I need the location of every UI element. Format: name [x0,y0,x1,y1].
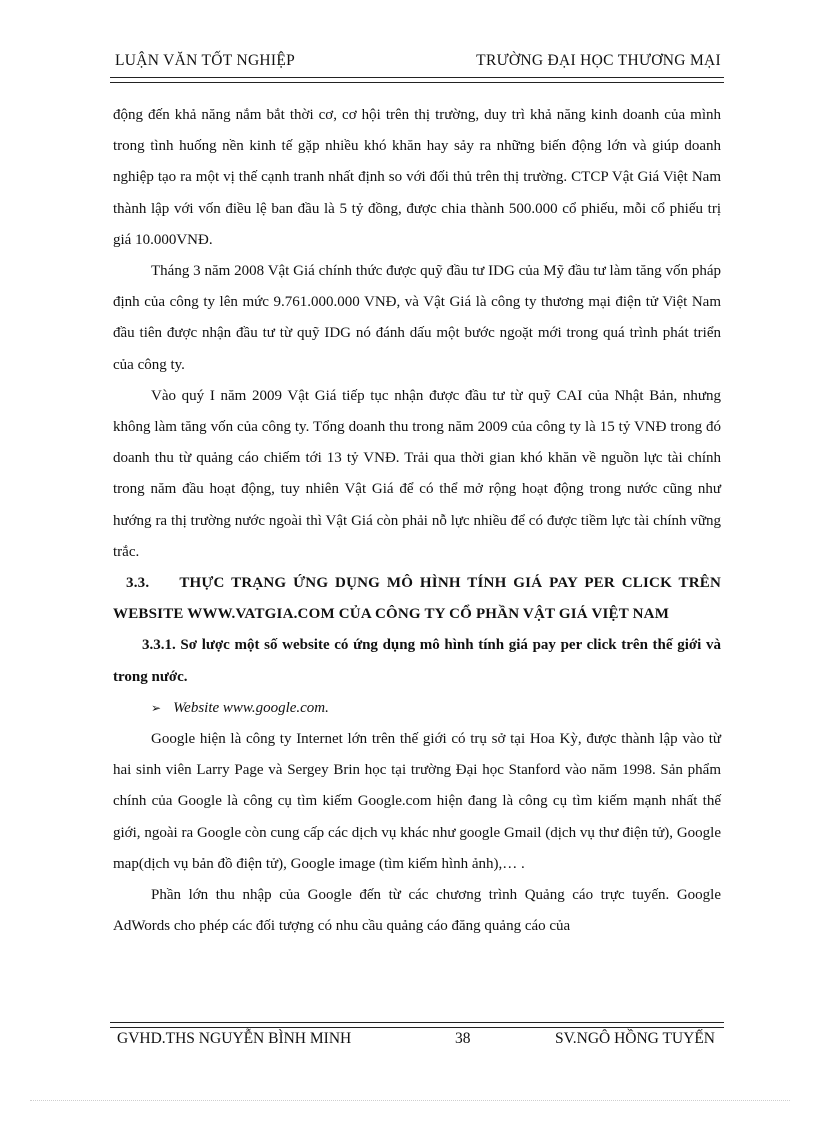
section-heading-3-3 [113,568,721,630]
bullet-text: Website www.google.com. [173,699,329,716]
footer-student: SV.NGÔ HỒNG TUYẾN [554,1030,715,1047]
header-thesis-title: LUẬN VĂN TỐT NGHIỆP [115,52,296,69]
paragraph-5: Phần lớn thu nhập của Google đến từ các chương trình Quảng cáo trực tuyến. Google AdWords cho phép các đối tượng có nhu cầu quảng cáo đăng quảng cáo của [113,887,721,935]
page-number: 38 [455,1030,471,1047]
document-body [113,100,721,942]
footer-rule [110,1022,724,1028]
bullet-item [113,693,721,724]
footer-advisor: GVHD.THS NGUYỄN BÌNH MINH [117,1030,352,1047]
paragraph-1: động đến khả năng nắm bắt thời cơ, cơ hội trên thị trường, duy trì khả năng kinh doanh của mình trong tình huống nền kinh tế gặp nhiều khó khăn hay sảy ra những biến động lớn và giúp doanh nghiệp tạo ra một vị thế cạnh tranh nhất định so với đối thủ trên thị trường. CTCP Vật Giá Việt Nam thành lập với vốn điều lệ ban đầu là 5 tỷ đồng, được chia thành 500.000 cổ phiếu, mỗi cổ phiếu trị giá 10.000VNĐ. [113,107,721,248]
paragraph-2: Tháng 3 năm 2008 Vật Giá chính thức được quỹ đầu tư IDG của Mỹ đầu tư làm tăng vốn pháp định của công ty lên mức 9.761.000.000 VNĐ, và Vật Giá là công ty thương mại điện tử Việt Nam đầu tiên được nhận đầu tư từ quỹ IDG nó đánh dấu một bước ngoặt mới trong quá trình phát triển của công ty. [113,263,721,373]
section-number: 3.3. [126,575,150,592]
page-footer [113,1030,723,1054]
subsection-title: Sơ lược một số website có ứng dụng mô hình tính giá pay per click trên thế giới và trong nước. [113,637,722,685]
paragraph-4: Google hiện là công ty Internet lớn trên thế giới có trụ sở tại Hoa Kỳ, được thành lập vào từ hai sinh viên Larry Page và Sergey Brin học tại trường Đại học Stanford vào năm 1998. Sản phẩm chính của Google là công cụ tìm kiếm Google.com hiện đang là công cụ tìm kiếm mạnh nhất thế giới, ngoài ra Google còn cung cấp các dịch vụ khác như google Gmail (dịch vụ thư điện tử), Google map(dịch vụ bản đồ điện tử), Google image (tìm kiếm hình ảnh),… . [113,731,721,872]
subsection-heading-3-3-1 [113,630,721,692]
header-university: TRƯỜNG ĐẠI HỌC THƯƠNG MẠI [476,52,721,69]
subsection-number: 3.3.1. [142,637,176,654]
header-rule [110,77,724,83]
section-title: THỰC TRẠNG ỨNG DỤNG MÔ HÌNH TÍNH GIÁ PAY PER CLICK TRÊN WEBSITE WWW.VATGIA.COM CỦA CÔNG TY CỔ PHẦN VẬT GIÁ VIỆT NAM [113,575,721,623]
arrow-bullet-icon: ➢ [151,700,162,715]
page-header [113,50,723,76]
paragraph-3: Vào quý I năm 2009 Vật Giá tiếp tục nhận được đầu tư từ quỹ CAI của Nhật Bản, nhưng không làm tăng vốn của công ty. Tổng doanh thu trong năm 2009 của công ty là 15 tỷ VNĐ trong đó doanh thu từ quảng cáo chiếm tới 13 tỷ VNĐ. Trải qua thời gian khó khăn về nguồn lực tài chính trong năm đầu hoạt động, tuy nhiên Vật Giá để có thể mở rộng hoạt động trong nước cũng như hướng ra thị trường nước ngoài thì Vật Giá còn phải nỗ lực nhiều để có được tiềm lực tài chính vững trắc. [113,387,721,560]
page-edge-divider [30,1100,790,1101]
